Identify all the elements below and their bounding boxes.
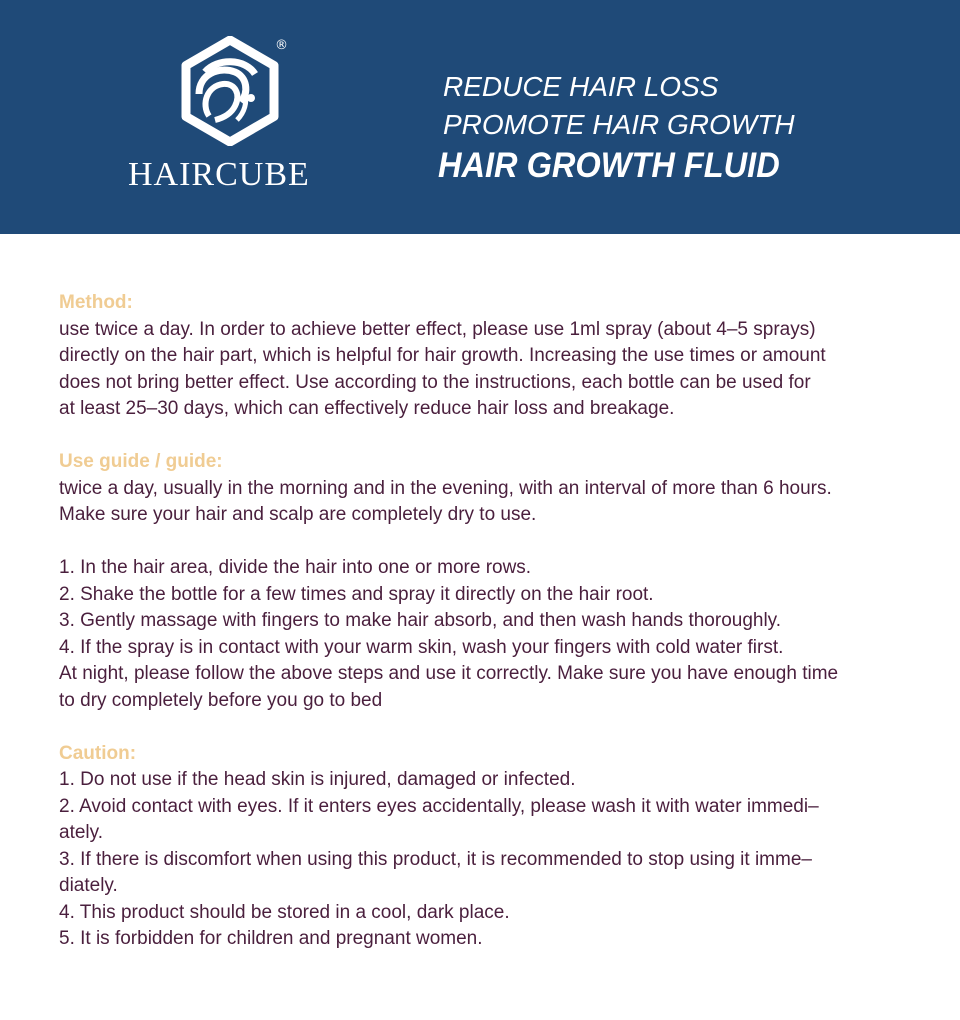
guide-heading: Use guide / guide: <box>59 451 223 472</box>
caution-item: diately. <box>59 875 118 896</box>
caution-item: 5. It is forbidden for children and pregnant women. <box>59 928 483 949</box>
guide-line: Make sure your hair and scalp are completely dry to use. <box>59 504 537 525</box>
guide-step: to dry completely before you go to bed <box>59 689 383 711</box>
product-instructions <box>59 290 909 953</box>
guide-step: 1. In the hair area, divide the hair into one or more rows. <box>59 557 532 578</box>
haircube-logo-icon <box>175 36 285 146</box>
tagline-reduce-hair-loss: REDUCE HAIR LOSS <box>443 71 719 102</box>
caution-heading: Caution: <box>59 742 137 764</box>
registered-mark: ® <box>275 38 288 53</box>
product-title: HAIR GROWTH FLUID <box>438 146 780 185</box>
brand-name: HAIRCUBE <box>128 156 310 193</box>
caution-item: 3. If there is discomfort when using this product, it is recommended to stop using it imme– <box>59 848 812 870</box>
caution-item: 4. This product should be stored in a cool, dark place. <box>59 901 510 923</box>
guide-text <box>59 476 909 529</box>
guide-step: 4. If the spray is in contact with your warm skin, wash your fingers with cold water first. <box>59 636 784 658</box>
guide-step: 2. Shake the bottle for a few times and spray it directly on the hair root. <box>59 583 654 605</box>
guide-line: twice a day, usually in the morning and in the evening, with an interval of more than 6 hours. <box>59 477 832 499</box>
method-line: directly on the hair part, which is helpful for hair growth. Increasing the use times or amount <box>59 345 826 366</box>
method-line: use twice a day. In order to achieve better effect, please use 1ml spray (about 4–5 sprays) <box>59 318 816 340</box>
header-banner <box>0 0 960 234</box>
method-heading: Method: <box>59 292 133 313</box>
caution-list <box>59 767 909 953</box>
method-line: does not bring better effect. Use according to the instructions, each bottle can be used for <box>59 371 811 393</box>
guide-steps <box>59 555 909 714</box>
guide-step: 3. Gently massage with fingers to make hair absorb, and then wash hands thoroughly. <box>59 610 782 631</box>
method-line: at least 25–30 days, which can effectively reduce hair loss and breakage. <box>59 398 675 419</box>
guide-step: At night, please follow the above steps and use it correctly. Make sure you have enough time <box>59 663 839 684</box>
caution-item: ately. <box>59 822 104 843</box>
caution-item: 2. Avoid contact with eyes. If it enters eyes accidentally, please wash it with water immedi– <box>59 795 819 817</box>
caution-item: 1. Do not use if the head skin is injured, damaged or infected. <box>59 769 576 790</box>
tagline-promote-hair-growth: PROMOTE HAIR GROWTH <box>443 109 795 140</box>
method-text <box>59 317 909 423</box>
